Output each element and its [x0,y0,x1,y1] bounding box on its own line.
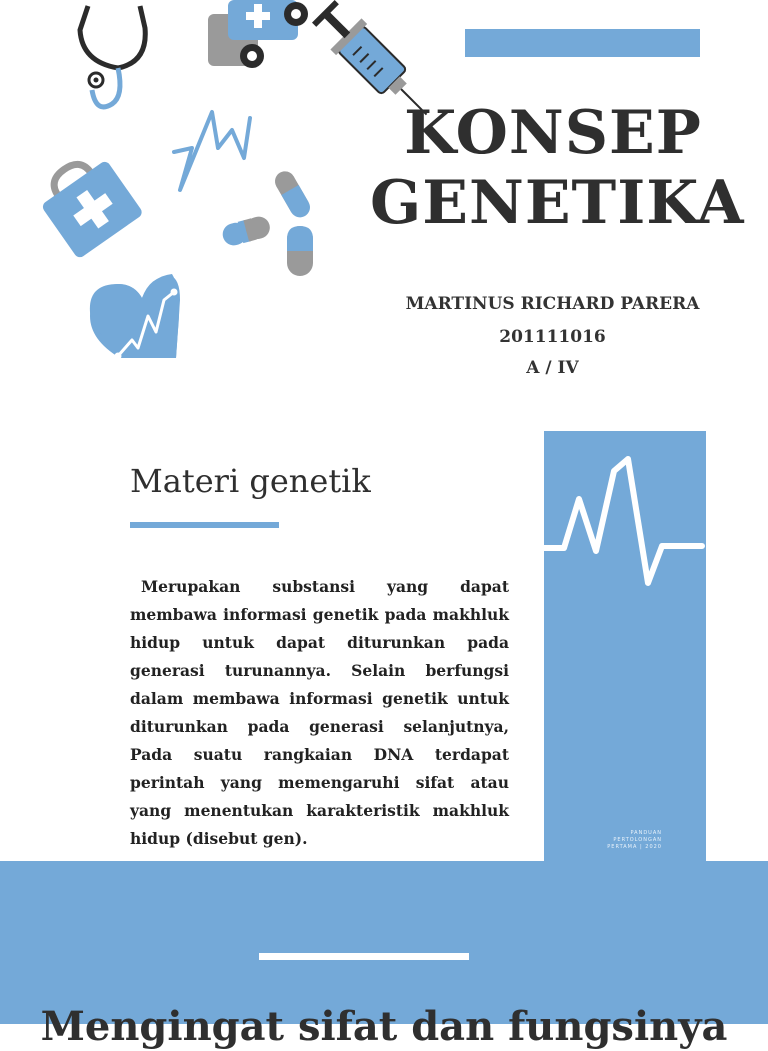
section-body: Merupakan substansi yang dapat membawa informasi genetik pada makhluk hidup untuk dapat diturunkan pada generasi turunannya. Selain berfungsi dalam membawa informasi genetik untuk diturunkan pada generasi selanjutnya, Pada suatu rangkaian DNA terdapat perintah yang memengaruhi sifat atau yang menentukan karakteristik makhluk hidup (disebut gen). [130,577,509,848]
panel-caption-line-1: PANDUAN [630,830,662,836]
first-aid-kit-icon [31,146,144,259]
ambulance-icon [208,0,308,68]
page-title [370,98,745,238]
footer-band [0,861,768,1050]
heading-underline [130,522,279,528]
title-line-2: GENETIKA [370,168,745,238]
heart-pulse-icon [90,274,180,360]
footer-rule [259,953,469,960]
side-panel [544,431,706,871]
author-name: MARTINUS RICHARD PARERA [405,294,700,314]
class-label: A / IV [526,358,579,378]
panel-caption [572,830,662,851]
stethoscope-icon [80,6,145,107]
title-line-1: KONSEP [404,98,702,168]
section-heading: Materi genetik [130,462,371,500]
header-accent-bar [465,29,700,57]
panel-caption-line-3: PERTAMA | 2020 [607,844,662,850]
heartbeat-icon [174,112,250,190]
panel-caption-line-2: PERTOLONGAN [613,837,662,843]
pill-icon [220,168,313,276]
student-id: 201111016 [499,327,606,347]
footer-heading: Mengingat sifat dan fungsinya [40,1003,728,1050]
heartbeat-line-icon [544,431,706,591]
